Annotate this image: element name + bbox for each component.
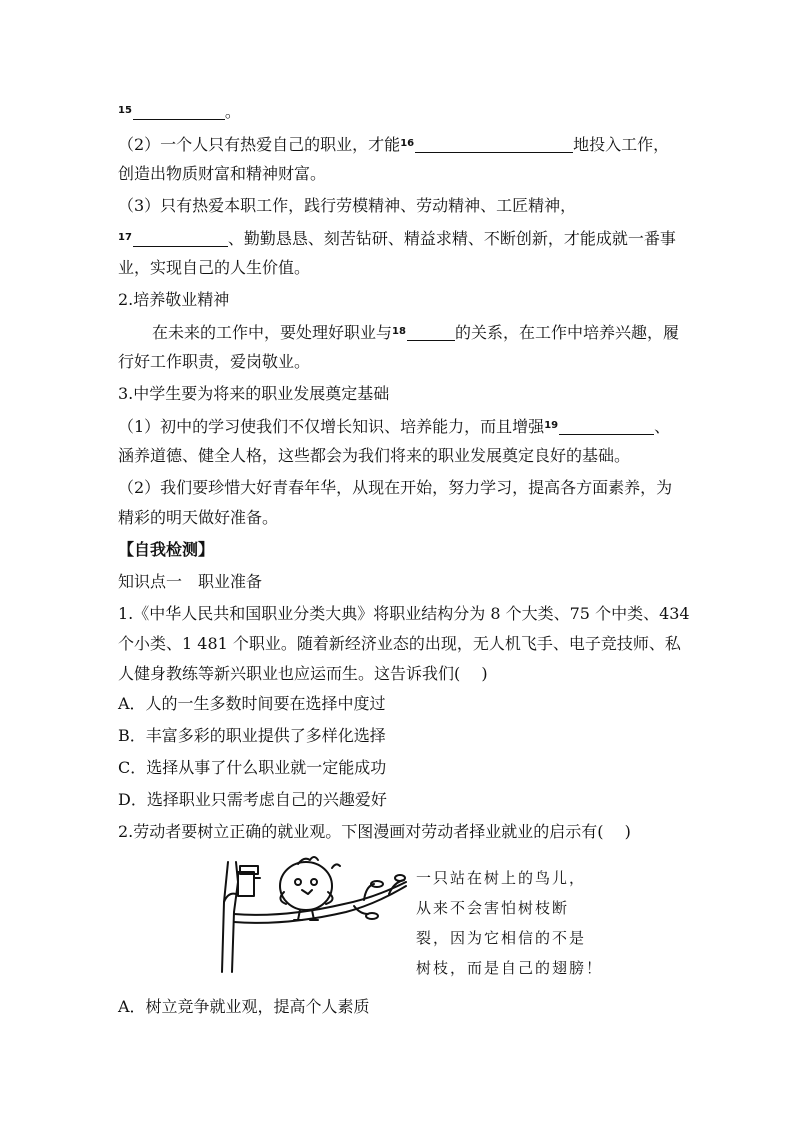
self-check-heading: 【自我检测】 xyxy=(118,540,215,559)
blank-line xyxy=(133,230,228,247)
section-2-line-2: 行好工作职责，爱岗敬业。 xyxy=(118,352,311,371)
question-1-line-2: 个小类、1 481 个职业。随着新经济业态的出现，无人机飞手、电子竞技师、私 xyxy=(118,634,681,653)
question-1-option-d: D．选择职业只需考虑自己的兴趣爱好 xyxy=(118,790,387,809)
item-2-line-2: 创造出物质财富和精神财富。 xyxy=(118,164,327,183)
question-2-stem: 2.劳动者要树立正确的就业观。下图漫画对劳动者择业就业的启示有( ) xyxy=(118,822,631,841)
question-1-option-a: A．人的一生多数时间要在选择中度过 xyxy=(118,694,386,713)
section-3-item-1-line-2: 涵养道德、健全人格，这些都会为我们将来的职业发展奠定良好的基础。 xyxy=(118,446,631,465)
blank-line xyxy=(133,103,225,120)
question-1-line-3: 人健身教练等新兴职业也应运而生。这告诉我们( ) xyxy=(118,664,488,683)
question-1-option-c: C．选择从事了什么职业就一定能成功 xyxy=(118,758,387,777)
cartoon-caption-line-3: 裂，因为它相信的不是 xyxy=(416,929,587,947)
section-2-title: 2.培养敬业精神 xyxy=(118,290,230,309)
item-3-line-3: 业，实现自己的人生价值。 xyxy=(118,258,311,277)
blank-line xyxy=(559,418,654,435)
item-2-line-1: （2）一个人只有热爱自己的职业，才能$^{16}$ 地投入工作， xyxy=(118,135,670,154)
section-3-title: 3.中学生要为将来的职业发展奠定基础 xyxy=(118,384,390,403)
cartoon-caption-line-2: 从来不会害怕树枝断 xyxy=(416,899,570,917)
section-3-item-2-line-1: （2）我们要珍惜大好青春年华，从现在开始，努力学习，提高各方面素养，为 xyxy=(118,478,673,497)
section-3-item-2-line-2: 精彩的明天做好准备。 xyxy=(118,508,279,527)
question-1-line-1: 1.《中华人民共和国职业分类大典》将职业结构分为 8 个大类、75 个中类、434 xyxy=(118,604,690,623)
question-1-option-b: B．丰富多彩的职业提供了多样化选择 xyxy=(118,726,386,745)
fill-blank-15: $^{15}$ 。 xyxy=(118,102,241,121)
blank-line xyxy=(415,136,573,153)
section-2-line-1: 在未来的工作中，要处理好职业与$^{18}$ 的关系，在工作中培养兴趣，履 xyxy=(152,323,679,342)
item-3-line-1: （3）只有热爱本职工作，践行劳模精神、劳动精神、工匠精神， xyxy=(118,196,577,215)
blank-line xyxy=(407,324,455,341)
cartoon-caption-line-1: 一只站在树上的鸟儿， xyxy=(416,869,587,887)
knowledge-point-1: 知识点一 职业准备 xyxy=(118,572,263,591)
question-2-option-a: A．树立竞争就业观，提高个人素质 xyxy=(118,997,370,1016)
bird-on-branch-cartoon xyxy=(214,842,418,976)
cartoon-caption-line-4: 树枝，而是自己的翅膀！ xyxy=(416,959,604,977)
item-3-line-2: $^{17}$ 、勤勤恳恳、刻苦钻研、精益求精、不断创新，才能成就一番事 xyxy=(118,229,676,248)
section-3-item-1-line-1: （1）初中的学习使我们不仅增长知识、培养能力，而且增强$^{19}$ 、 xyxy=(118,417,671,436)
